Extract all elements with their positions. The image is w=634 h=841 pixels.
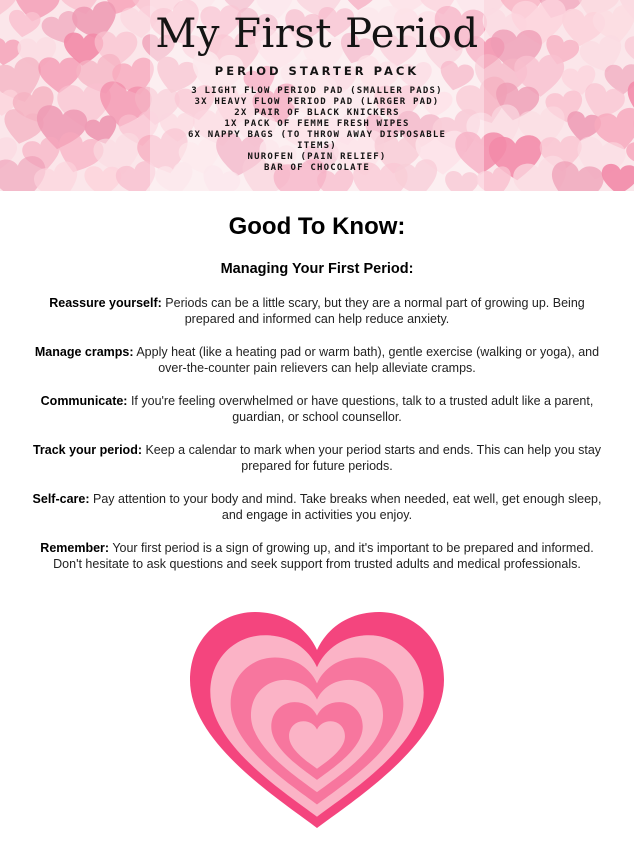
good-to-know-heading: Good To Know:: [228, 213, 406, 240]
tip-reassure: [30, 295, 604, 327]
tip-track: [30, 442, 604, 474]
tip-text: If you're feeling overwhelmed or have questions, talk to a trusted adult like a parent, guardian, or school counsellor.: [127, 394, 594, 424]
tip-label: Track your period:: [32, 443, 142, 457]
tip-text: Pay attention to your body and mind. Take breaks when needed, eat well, get enough sleep, and engage in activities you enjoy.: [89, 492, 602, 522]
tip-text: Apply heat (like a heating pad or warm bath), gentle exercise (walking or yoga), and over-the-counter pain relievers can help alleviate cramps.: [133, 345, 600, 375]
tip-label: Communicate:: [40, 394, 128, 408]
tip-self-care: [30, 491, 604, 523]
page-title: My First Period: [155, 11, 479, 57]
tips-list: [0, 295, 634, 572]
pack-item: 3 LIGHT FLOW PERIOD PAD (SMALLER PADS): [191, 86, 443, 96]
tip-label: Self-care:: [32, 492, 90, 506]
tip-cramps: [30, 344, 604, 376]
pack-item: BAR OF CHOCOLATE: [264, 163, 370, 173]
pack-item: 3X HEAVY FLOW PERIOD PAD (LARGER PAD): [194, 97, 440, 107]
pack-item: 2X PAIR OF BLACK KNICKERS: [234, 108, 400, 118]
tip-communicate: [30, 393, 604, 425]
tip-text: Your first period is a sign of growing up, and it's important to be prepared and informed. Don't hesitate to ask questions and seek support from trusted adults and medical professionals.: [53, 541, 594, 571]
concentric-heart-illustration: [190, 612, 444, 828]
tip-text: Keep a calendar to mark when your period starts and ends. This can help you stay prepared for future periods.: [142, 443, 602, 473]
starter-pack-list: [0, 86, 634, 174]
tip-text: Periods can be a little scary, but they are a normal part of growing up. Being prepared and informed can help reduce anxiety.: [161, 296, 585, 326]
tip-remember: [30, 540, 604, 572]
main-content: [0, 191, 634, 589]
managing-period-subheading: Managing Your First Period:: [220, 261, 414, 277]
tip-label: Manage cramps:: [34, 345, 134, 359]
starter-pack-subtitle: PERIOD STARTER PACK: [214, 64, 420, 78]
pack-item: 1X PACK OF FEMME FRESH WIPES: [224, 119, 410, 129]
header-banner: [0, 0, 634, 191]
tip-label: Remember:: [40, 541, 110, 555]
pack-item: NUROFEN (PAIN RELIEF): [247, 152, 387, 162]
tip-label: Reassure yourself:: [49, 296, 162, 310]
pack-item: 6X NAPPY BAGS (TO THROW AWAY DISPOSABLE ITEMS): [187, 130, 447, 151]
